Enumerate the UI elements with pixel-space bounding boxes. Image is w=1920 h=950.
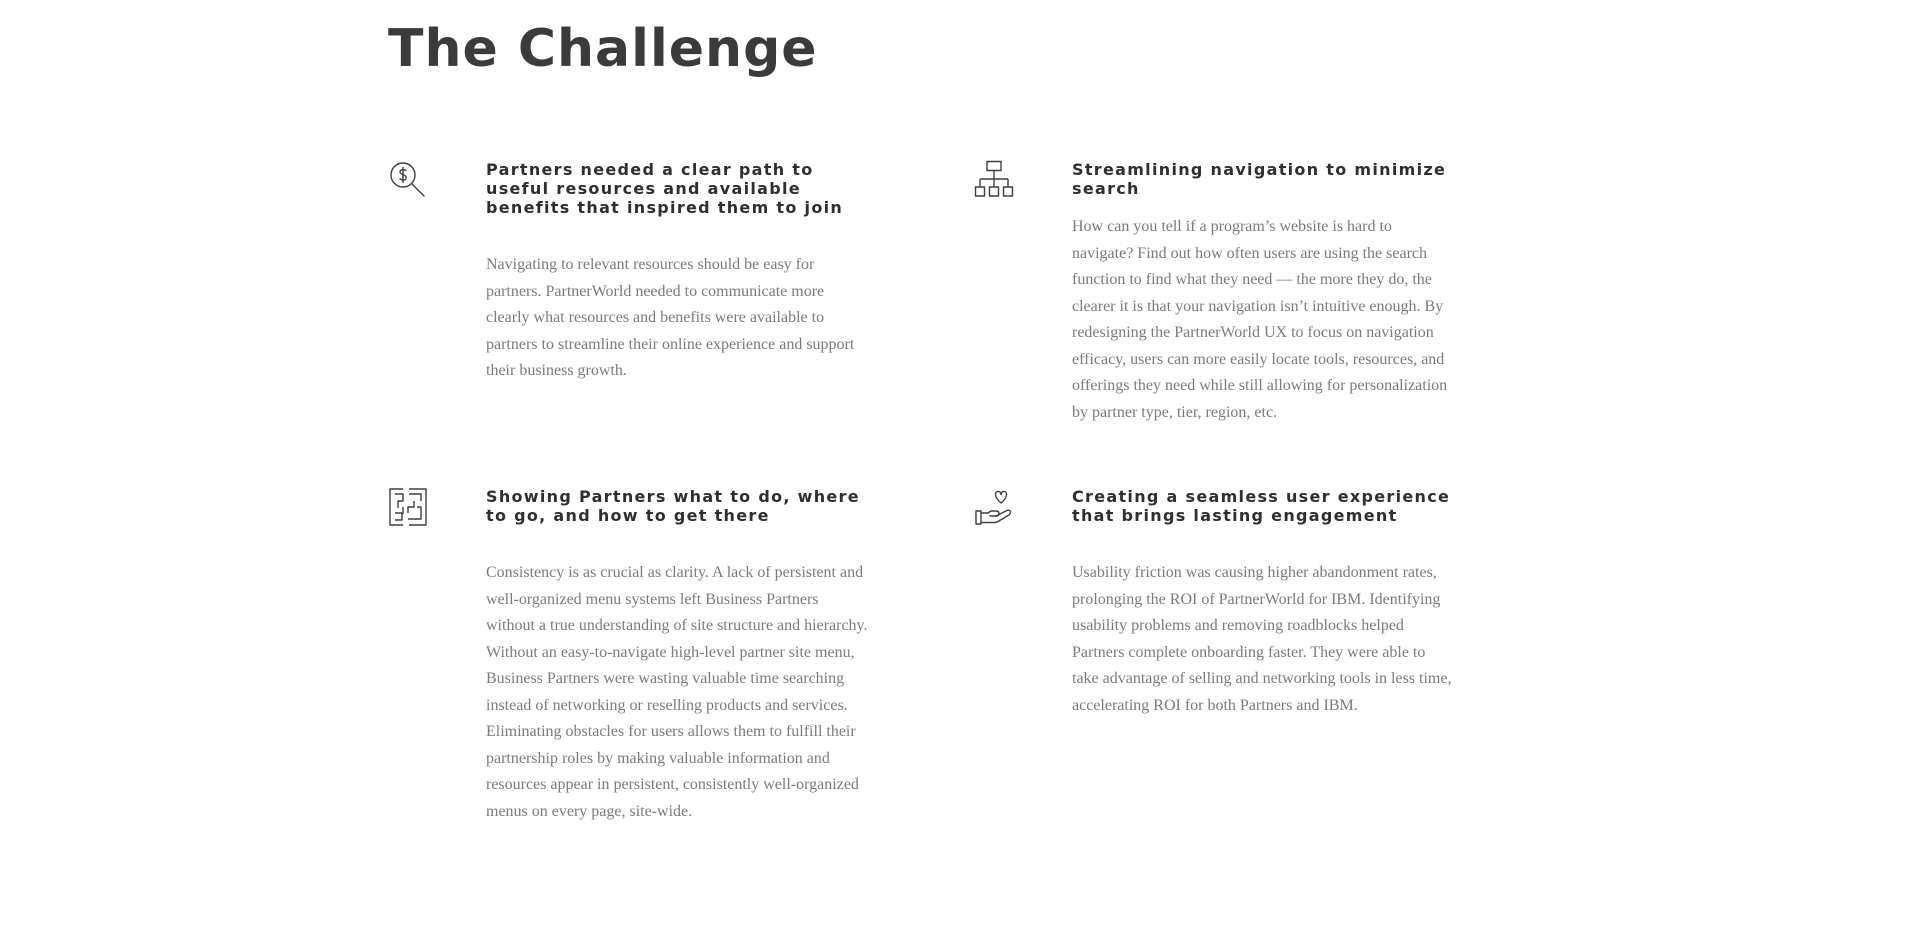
card-body: Consistency is as crucial as clarity. A lack of persistent and well-organized menu systems left Business Partners without a true understanding of site structure and hierarchy. Without an easy-to-navigate high-level partner site menu, Business Partners were wasting valuable time searching instead of networking or reselling products and services. Eliminating obstacles for users allows them to fulfill their partnership roles by making valuable information and resources appear in persistent, consistently well-organized menus on every page, site-wide. bbox=[486, 564, 868, 820]
sitemap-hierarchy-icon bbox=[974, 160, 1014, 200]
dollar-search-icon bbox=[388, 160, 428, 200]
card-body: How can you tell if a program’s website is hard to navigate? Find out how often users are using the search function to find what they need — the more they do, the clearer it is that your navigation isn’t intuitive enough. By redesigning the PartnerWorld UX to focus on navigation efficacy, users can more easily locate tools, resources, and offerings they need while still allowing for personalization by partner type, tier, region, etc. bbox=[1072, 218, 1448, 421]
hand-heart-icon bbox=[974, 487, 1014, 527]
card-heading: Creating a seamless user experience that brings lasting engagement bbox=[1072, 487, 1451, 525]
maze-icon bbox=[388, 487, 428, 527]
card-body: Usability friction was causing higher abandonment rates, prolonging the ROI of PartnerWorld for IBM. Identifying usability problems and removing roadblocks helped Partners complete onboarding faster. They were able to take advantage of selling and networking tools in less time, accelerating ROI for both Partners and IBM. bbox=[1072, 564, 1452, 714]
page-title: The Challenge bbox=[388, 19, 818, 79]
card-body: Navigating to relevant resources should be easy for partners. PartnerWorld needed to communicate more clearly what resources and benefits were available to partners to streamline their online experience and support their business growth. bbox=[486, 256, 855, 379]
card-heading: Showing Partners what to do, where to go, and how to get there bbox=[486, 487, 860, 525]
card-heading: Streamlining navigation to minimize search bbox=[1072, 160, 1447, 198]
card-heading: Partners needed a clear path to useful resources and available benefits that inspired them to join bbox=[486, 160, 844, 217]
